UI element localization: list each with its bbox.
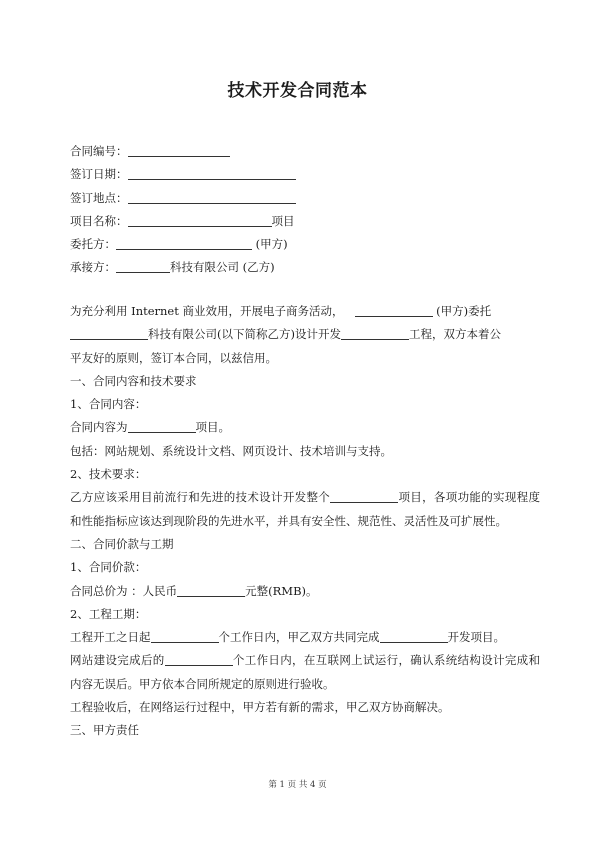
sign-date-line bbox=[70, 163, 540, 186]
period-paragraph-2 bbox=[70, 649, 540, 696]
tech-text-a: 乙方应该采用目前流行和先进的技术设计开发整个 bbox=[70, 490, 331, 505]
contract-meta bbox=[70, 140, 540, 280]
tech-blank bbox=[330, 489, 398, 503]
period-text-1c: 开发项目。 bbox=[447, 630, 505, 645]
page-footer: 第 1 页 共 4 页 bbox=[268, 780, 327, 790]
period-text-2a: 网站建设完成后的 bbox=[70, 653, 165, 668]
item-heading-price: 1、合同价款： bbox=[70, 560, 147, 575]
price-text-a: 合同总价为 ：人民币 bbox=[70, 583, 178, 598]
intro-line-3: 平友好的原则，签订本合同，以兹信用。 bbox=[70, 350, 277, 365]
contract-no-line bbox=[70, 140, 540, 163]
intro-line-1 bbox=[70, 300, 540, 323]
client-label: 委托方： bbox=[70, 237, 116, 252]
price-line bbox=[70, 580, 540, 603]
period-text-1b: 个工作日内，甲乙双方共同完成 bbox=[218, 630, 380, 645]
contract-no-label: 合同编号： bbox=[70, 144, 128, 158]
contractor-name-blank bbox=[70, 326, 148, 340]
content-line bbox=[70, 416, 540, 439]
includes-line: 包括：网站规划、系统设计文档、网页设计、技术培训与支持。 bbox=[70, 443, 392, 458]
contractor-label: 承接方： bbox=[70, 260, 116, 275]
contractor-line bbox=[70, 256, 540, 279]
price-blank bbox=[177, 583, 245, 597]
sign-place-label: 签订地点： bbox=[70, 190, 128, 205]
intro-text-1b: (甲方)委托 bbox=[432, 304, 492, 318]
dev-project-blank bbox=[380, 629, 448, 643]
client-blank bbox=[116, 236, 252, 250]
tech-paragraph bbox=[70, 486, 540, 533]
project-name-label: 项目名称： bbox=[70, 213, 128, 228]
contractor-blank bbox=[116, 259, 170, 273]
item-heading-period: 2、工程工期： bbox=[70, 606, 147, 621]
contract-body bbox=[70, 300, 540, 743]
intro-text-2a: 科技有限公司(以下简称乙方)设计开发 bbox=[148, 327, 341, 342]
client-name-blank bbox=[355, 303, 433, 317]
trial-days-blank bbox=[165, 652, 233, 666]
project-name-line bbox=[70, 210, 540, 233]
content-text-a: 合同内容为 bbox=[70, 420, 128, 435]
period-line-1 bbox=[70, 626, 540, 649]
intro-text-2b: 工程，双方本着公 bbox=[408, 327, 501, 342]
content-blank bbox=[128, 419, 196, 433]
period-text-1a: 工程开工之日起 bbox=[70, 630, 151, 645]
project-name-blank bbox=[128, 213, 272, 227]
document-title: 技术开发合同范本 bbox=[227, 81, 368, 101]
acceptance-line: 工程验收后，在网络运行过程中，甲方若有新的需求，甲乙双方协商解决。 bbox=[70, 700, 450, 715]
item-heading-tech: 2、技术要求： bbox=[70, 467, 147, 482]
intro-text-1a: 为充分利用 Internet 商业效用，开展电子商务活动， bbox=[70, 304, 344, 318]
section-heading-3: 三、甲方责任 bbox=[70, 723, 139, 738]
price-text-b: 元整(RMB)。 bbox=[245, 583, 318, 598]
tech-text-b: 项目，各项功能的实现程度和性能指标应该达到现阶段的先进水平，并具有安全性、规范性、灵活性及可扩展性。 bbox=[70, 490, 541, 528]
period-text-2b: 个工作日内，在互联网上试运行，确认系统结构设计完成和内容无误后。甲方依本合同所规定的原则进行验收。 bbox=[70, 653, 541, 691]
client-suffix: (甲方) bbox=[252, 237, 288, 252]
contract-no-blank bbox=[128, 143, 230, 157]
contractor-suffix: 科技有限公司 (乙方) bbox=[170, 260, 275, 275]
start-days-blank bbox=[151, 629, 219, 643]
sign-date-blank bbox=[128, 166, 296, 180]
project-suffix: 项目 bbox=[271, 213, 295, 228]
content-text-b: 项目。 bbox=[195, 420, 230, 435]
project-blank-intro bbox=[341, 326, 409, 340]
intro-line-2 bbox=[70, 323, 540, 346]
client-line bbox=[70, 233, 540, 256]
sign-date-label: 签订日期： bbox=[70, 167, 128, 182]
section-heading-2: 二、合同价款与工期 bbox=[70, 536, 174, 551]
item-heading-content: 1、合同内容： bbox=[70, 397, 147, 412]
section-heading-1: 一、合同内容和技术要求 bbox=[70, 373, 197, 388]
sign-place-line bbox=[70, 187, 540, 210]
sign-place-blank bbox=[128, 190, 296, 204]
